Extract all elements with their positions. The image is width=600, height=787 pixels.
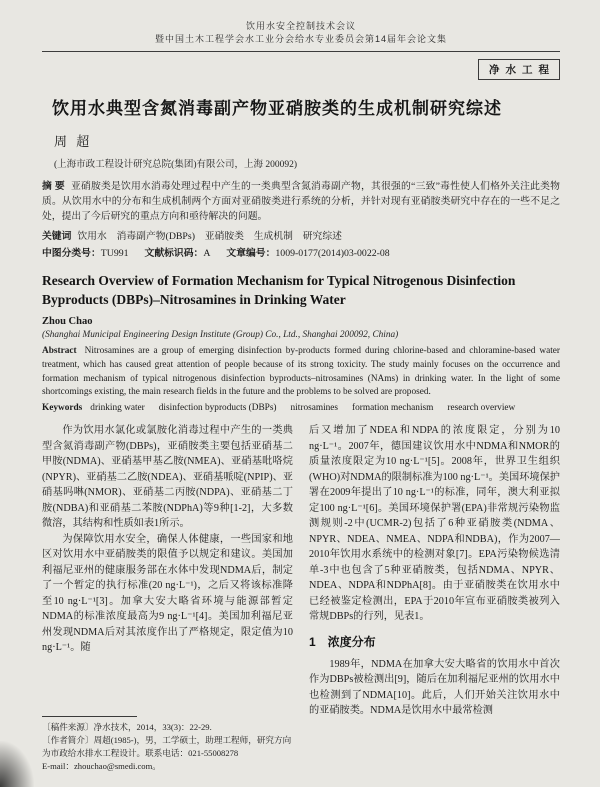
body-paragraph: 后又增加了NDEA和NDPA的浓度限定，分别为10 ng·L⁻¹。2007年，德国建议饮用水中NDMA和NMOR的质量浓度限定为10 ng·L⁻¹[5]。2008年，世界卫生组织(WHO)对NDMA的限制标准为100 ng·L⁻¹。美国环境保护署在2009年提出了10 ng·L⁻¹的标准，同年，澳大利亚拟定100 ng·L⁻¹[6]。美国环境保护署(EPA)非常规污染物监测规则-2中(UCMR-2)包括了6种亚硝胺类(NDMA、NPYR、NDEA、NMEA、NDPA和NDBA)，作为2007—2010年饮用水系统中的检测对象[7]。EPA污染物候选清单-3中也包含了5种亚硝胺类，包括NDMA、NPYR、NDEA、NDPA和NDPhA[8]。由于亚硝胺类在饮用水中已经被鉴定检测出，EPA于2010年宣布亚硝胺类被列入常规DBPs的行列，见表1。 <box>309 425 560 623</box>
affiliation-en: (Shanghai Municipal Engineering Design Institute (Group) Co., Ltd., Shanghai 200092, China) <box>42 330 399 341</box>
affiliation-cn: (上海市政工程设计研究总院(集团)有限公司，上海 200092) <box>54 160 298 171</box>
body-paragraph: 为保障饮用水安全，确保人体健康，一些国家和地区对饮用水中亚硝胺类的限值予以规定和建议。美国加利福尼亚州的健康服务部在水体中发现NDMA后，制定了一个暂定的执行标准(20 ng·L⁻¹)，之后又将该标准降至10 ng·L⁻¹[3]。加拿大安大略省环境与能源部暂定NDMA的标准浓度最高为9 ng·L⁻¹[4]。美国加利福尼亚州发现NDMA后对其浓度作出了严格规定，限定值为10 ng·L⁻¹。随 <box>42 533 293 654</box>
keywords-en <box>42 403 560 413</box>
keyword-item: drinking water <box>90 403 145 414</box>
footnote-author-bio: 〔作者简介〕周超(1985-)，男，工学硕士，助理工程师，研究方向为市政给水排水工程设计。联系电话：021-55008278 <box>42 735 292 759</box>
abstract-label-en: Abstract <box>42 346 77 357</box>
body-paragraph: 1989年，NDMA在加拿大安大略省的饮用水中首次作为DBPs被检测出[9]，随后在加利福尼亚州的饮用水中也检测到了NDMA[10]。此后，人们开始关注饮用水中的亚硝胺类。NDMA是饮用水中最常检测 <box>309 658 560 717</box>
proceedings-name: 暨中国土木工程学会水工业分会给水专业委员会第14届年会论文集 <box>154 34 447 45</box>
keywords-cn <box>42 228 560 242</box>
body-columns <box>42 423 560 719</box>
keywords-label-en: Keywords <box>42 403 83 414</box>
keyword-item: nitrosamines <box>290 403 339 414</box>
column-tag-row <box>42 59 560 80</box>
abstract-cn <box>42 179 560 225</box>
clc-label: 中图分类号： <box>42 247 101 259</box>
footnote-source: 〔稿件来源〕净水技术，2014，33(3)：22-29. <box>42 722 212 733</box>
keyword-item: disinfection byproducts (DBPs) <box>158 403 277 414</box>
author-name-cn: 周 超 <box>54 134 93 150</box>
keyword-item: formation mechanism <box>352 403 434 414</box>
article-id-value: 1009-0177(2014)03-0022-08 <box>275 247 390 259</box>
abstract-label-cn: 摘 要 <box>42 181 65 193</box>
clc-value: TU991 <box>100 247 129 259</box>
keyword-item: research overview <box>447 403 516 414</box>
section-1-heading: 1 浓度分布 <box>309 634 376 649</box>
conference-header <box>42 20 560 46</box>
paper-title-en: Research Overview of Formation Mechanism for Typical Nitrogenous Disinfection Byproducts (DBPs)–Nitrosamines in Drinking Water <box>42 272 516 307</box>
column-tag: 净水工程 <box>478 59 560 80</box>
body-paragraph: 作为饮用水氯化或氯胺化消毒过程中产生的一类典型含氮消毒副产物(DBPs)，亚硝胺类主要包括亚硝基二甲胺(NDMA)、亚硝基甲基乙胺(NMEA)、亚硝基吡咯烷(NPYR)、亚硝基二乙胺(NDEA)、亚硝基哌啶(NPIP)、亚硝基吗啉(NMOR)、亚硝基二丙胺(NDPA)、亚硝基二丁胺(NDBA)和亚硝基二苯胺(NDPhA)等9种[1-2]，大多数微溶，其结构和性质如表1所示。 <box>42 425 293 530</box>
author-name-en: Zhou Chao <box>42 316 93 328</box>
left-column <box>42 423 293 719</box>
abstract-en <box>42 345 560 400</box>
footnote-divider <box>42 716 137 717</box>
abstract-text-en: Nitrosamines are a group of emerging disinfection by-products formed during chlorine-based and chloramine-based water treatment, which has caused great attention of people because of its strong toxicity. The study mainly focuses on the occurrence and formation mechanism of typical nitrogenous disinfection byproducts–nitrosamines (NAms) in drinking water. In the light of some shortcomings existing, the main research fields in the future and the problems to be solved are proposed. <box>42 346 560 398</box>
doc-code-value: A <box>203 247 211 259</box>
abstract-text-cn: 亚硝胺类是饮用水消毒处理过程中产生的一类典型含氮消毒副产物，其很强的“三致”毒性使人们格外关注此类物质。从饮用水中的分布和生成机制两个方面对亚硝胺类进行系统的分析，并针对现有亚硝胺类研究中存在的一些不足之处，提出了今后研究的重点方向和亟待解决的问题。 <box>42 181 560 223</box>
article-id-label: 文章编号： <box>226 247 276 259</box>
footnote-email: E-mail：zhouchao@smedi.com。 <box>42 761 161 772</box>
keywords-label-cn: 关键词 <box>42 230 72 242</box>
keywords-text-cn: 饮用水 消毒副产物(DBPs) 亚硝胺类 生成机制 研究综述 <box>77 230 342 242</box>
paper-title-cn: 饮用水典型含氮消毒副产物亚硝胺类的生成机制研究综述 <box>52 99 502 119</box>
conference-name: 饮用水安全控制技术会议 <box>245 21 356 31</box>
header-divider <box>42 51 560 52</box>
classification-line <box>42 245 560 259</box>
footnote <box>42 716 296 773</box>
doc-code-label: 文献标识码： <box>144 247 204 259</box>
right-column <box>309 423 560 719</box>
